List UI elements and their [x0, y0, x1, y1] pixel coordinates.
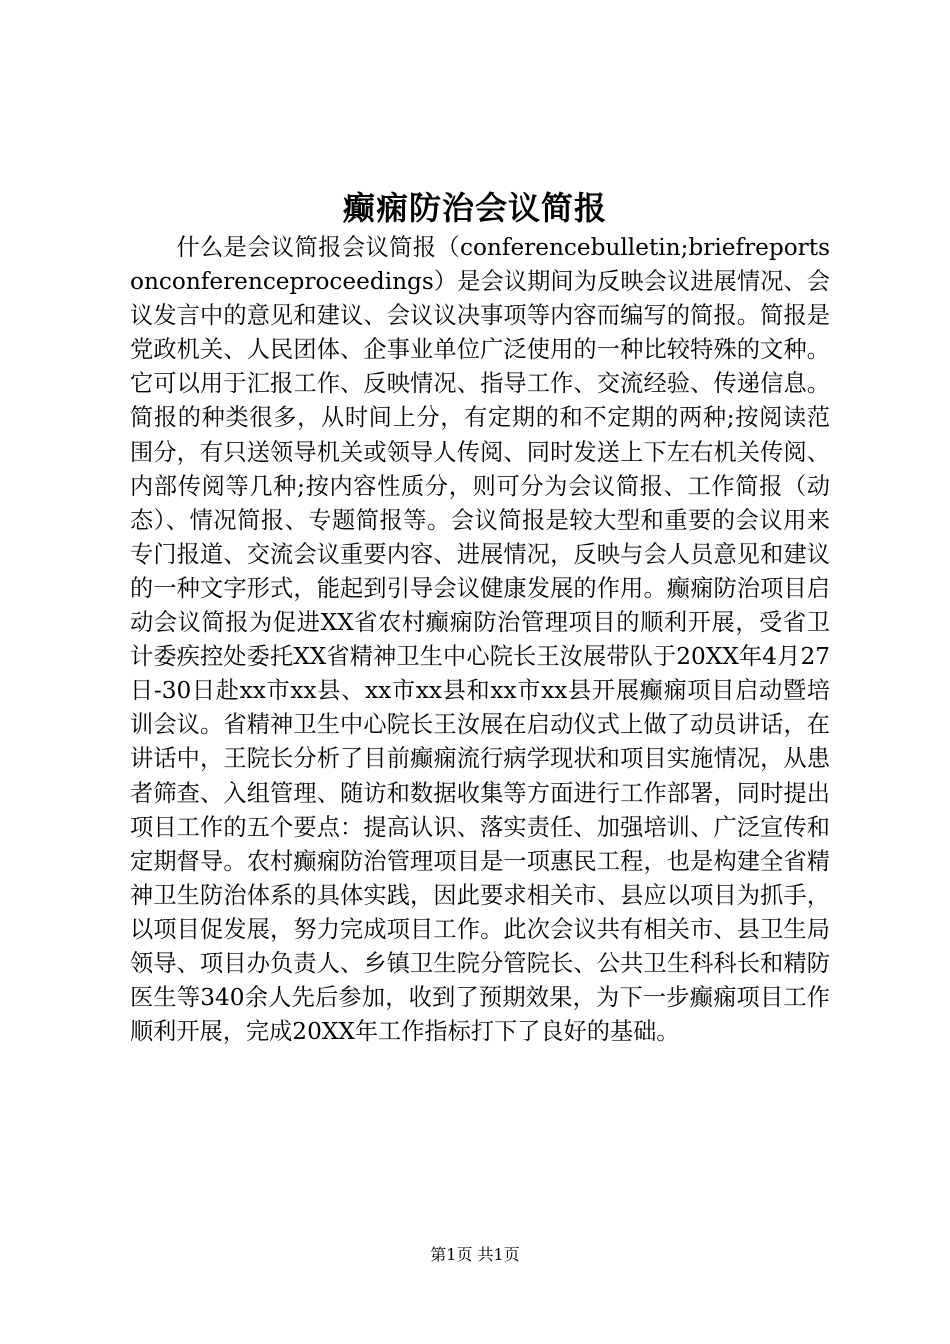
page-footer: 第1页 共1页	[430, 1245, 520, 1264]
document-title: 癫痫防治会议简报	[342, 189, 607, 227]
document-body: 什么是会议简报会议简报（conferencebulletin;briefreportsonconferenceproceedings）是会议期间为反映会议进展情况、会议发言中的意见和建议、会议议决事项等内容而编写的简报。简报是党政机关、人民团体、企事业单位广泛使用的一种比较特殊的文种。它可以用于汇报工作、反映情况、指导工作、交流经验、传递信息。简报的种类很多，从时间上分，有定期的和不定期的两种;按阅读范围分，有只送领导机关或领导人传阅、同时发送上下左右机关传阅、内部传阅等几种;按内容性质分，则可分为会议简报、工作简报（动态）、情况简报、专题简报等。会议简报是较大型和重要的会议用来专门报道、交流会议重要内容、进展情况，反映与会人员意见和建议的一种文字形式，能起到引导会议健康发展的作用。癫痫防治项目启动会议简报为促进XX省农村癫痫防治管理项目的顺利开展，受省卫计委疾控处委托XX省精神卫生中心院长王汝展带队于20XX年4月27日-30日赴xx市xx县、xx市xx县和xx市xx县开展癫痫项目启动暨培训会议。省精神卫生中心院长王汝展在启动仪式上做了动员讲话，在讲话中，王院长分析了目前癫痫流行病学现状和项目实施情况，从患者筛查、入组管理、随访和数据收集等方面进行工作部署，同时提出项目工作的五个要点：提高认识、落实责任、加强培训、广泛宣传和定期督导。农村癫痫防治管理项目是一项惠民工程，也是构建全省精神卫生防治体系的具体实践，因此要求相关市、县应以项目为抓手，以项目促发展，努力完成项目工作。此次会议共有相关市、县卫生局领导、项目办负责人、乡镇卫生院分管院长、公共卫生科科长和精防医生等340余人先后参加，收到了预期效果，为下一步癫痫项目工作顺利开展，完成20XX年工作指标打下了良好的基础。	[130, 234, 830, 1046]
